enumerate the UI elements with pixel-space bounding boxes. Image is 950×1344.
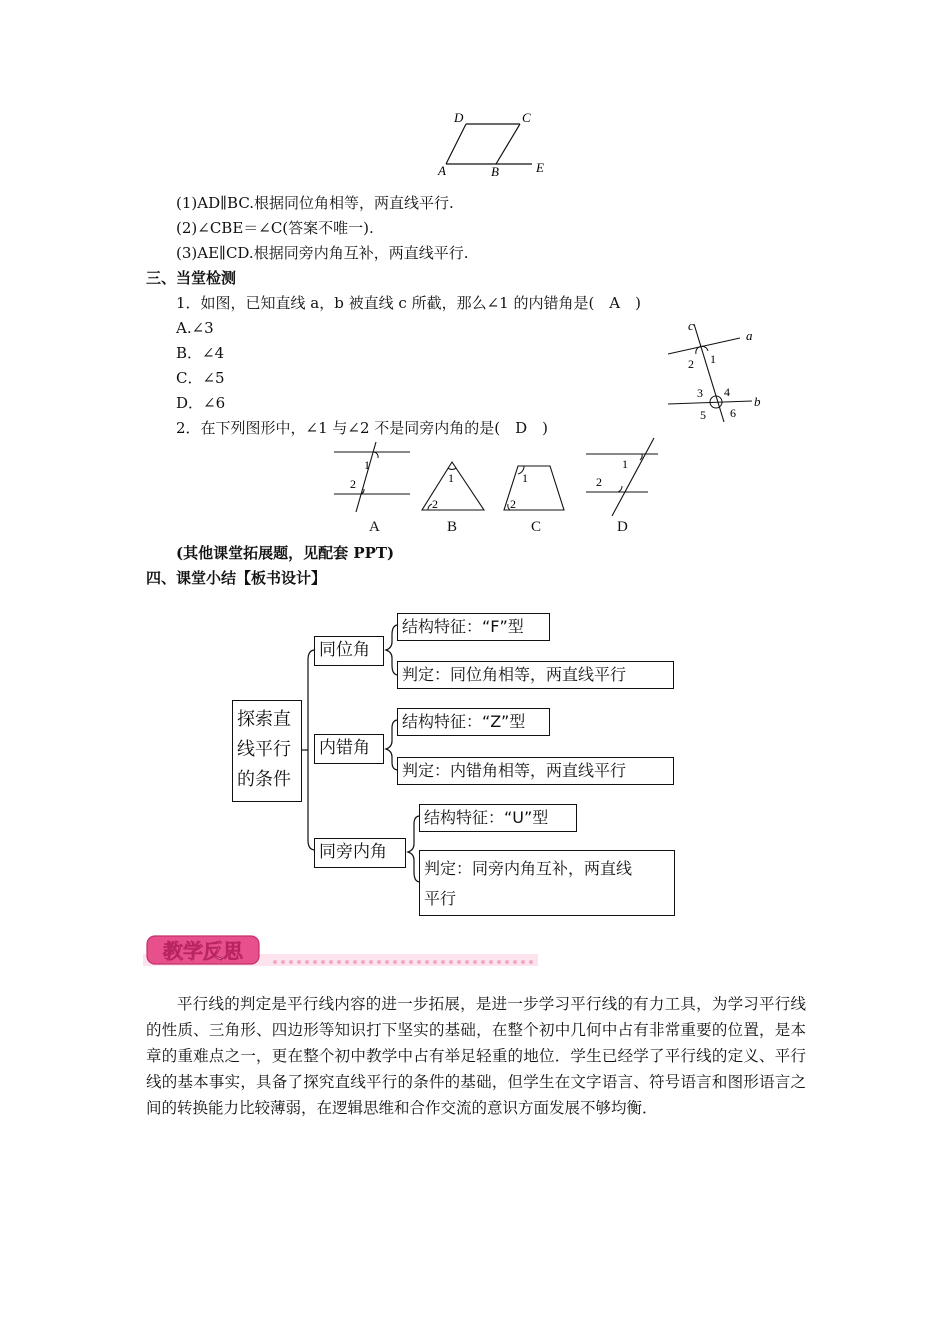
q2b-angle-2: 2 <box>432 497 438 511</box>
answer-2: (2)∠CBE＝∠C(答案不唯一). <box>176 219 374 237</box>
mindmap-root <box>232 700 302 802</box>
q1-figure <box>660 318 770 428</box>
q1-angle-1: 1 <box>710 352 716 366</box>
reflection-title: 教学反思 <box>163 939 243 963</box>
section-3-title: 三、当堂检测 <box>146 269 237 287</box>
q1-label-a: a <box>746 328 753 343</box>
mindmap-branch-3-rule <box>419 850 675 916</box>
label-c: C <box>522 110 531 125</box>
section-4-title: 四、课堂小结【板书设计】 <box>146 569 327 587</box>
label-d: D <box>454 110 464 125</box>
mindmap-branch-2: 内错角 <box>314 734 384 764</box>
q1-angle-4: 4 <box>724 385 730 399</box>
q2d-angle-1: 1 <box>622 457 628 471</box>
q2-figure-a <box>330 440 420 520</box>
reflection-banner <box>143 934 538 968</box>
q2-figure-d <box>582 436 662 520</box>
q1-angle-2: 2 <box>688 357 694 371</box>
q2-stem: 2．在下列图形中，∠1 与∠2 不是同旁内角的是( D ) <box>176 419 549 437</box>
mindmap-branch-3-rule-line-1: 判定：同旁内角互补，两直线 <box>424 859 633 878</box>
q2d-angle-2: 2 <box>596 475 602 489</box>
mindmap-branch-1-feature: 结构特征：“F”型 <box>397 613 550 641</box>
mindmap-branch-1-rule: 判定：同位角相等，两直线平行 <box>397 661 674 689</box>
label-a: A <box>438 163 446 178</box>
reflection-paragraph: 平行线的判定是平行线内容的进一步拓展，是进一步学习平行线的有力工具，为学习平行线的性质、三角形、四边形等知识打下坚实的基础，在整个初中几何中占有非常重要的位置，是本章的重难点之一，更在整个初中教学中占有举足轻重的地位．学生已经学了平行线的定义、平行线的基本事实，具备了探究直线平行的条件的基础，但学生在文字语言、符号语言和图形语言之间的转换能力比较薄弱，在逻辑思维和合作交流的意识方面发展不够均衡． <box>146 995 806 1117</box>
mindmap-branch-2-feature: 结构特征：“Z”型 <box>397 708 550 736</box>
mindmap-branch-3-rule-line-2: 平行 <box>424 889 457 908</box>
q2a-angle-1: 1 <box>364 458 370 472</box>
q1-label-c: c <box>688 318 694 333</box>
label-e: E <box>536 160 544 175</box>
q2-figure-c <box>500 460 570 518</box>
q1-stem: 1．如图，已知直线 a，b 被直线 c 所截，那么∠1 的内错角是( A ) <box>176 294 641 312</box>
q2-caption-b: B <box>447 519 458 535</box>
q2a-angle-2: 2 <box>350 477 356 491</box>
q1-angle-3: 3 <box>697 386 703 400</box>
q2-caption-d: D <box>617 519 628 535</box>
mindmap-branch-1: 同位角 <box>314 636 384 666</box>
mindmap-root-line-2: 线平行 <box>237 739 291 760</box>
mindmap-branch-3-feature: 结构特征：“U”型 <box>419 804 577 832</box>
q2b-angle-1: 1 <box>448 471 454 485</box>
q1-option-d: D．∠6 <box>176 394 226 412</box>
q2-figure-b <box>418 456 488 516</box>
mindmap-branch-3: 同旁内角 <box>314 838 406 868</box>
parallelogram-figure <box>430 108 560 178</box>
answer-1: (1)AD∥BC.根据同位角相等，两直线平行. <box>176 194 454 212</box>
q2-caption-a: A <box>369 519 380 535</box>
extension-note: (其他课堂拓展题，见配套 PPT) <box>176 544 395 562</box>
mindmap-branch-2-rule: 判定：内错角相等，两直线平行 <box>397 757 674 785</box>
q2c-angle-2: 2 <box>510 497 516 511</box>
q1-option-b: B．∠4 <box>176 344 225 362</box>
q1-option-c: C．∠5 <box>176 369 225 387</box>
q1-angle-5: 5 <box>700 408 706 422</box>
q1-angle-6: 6 <box>730 406 736 420</box>
q1-label-b: b <box>754 394 761 409</box>
q1-option-a: A.∠3 <box>176 319 214 337</box>
q2c-angle-1: 1 <box>522 471 528 485</box>
mindmap-root-line-3: 的条件 <box>237 769 291 790</box>
label-b: B <box>491 164 499 178</box>
q2-caption-c: C <box>531 519 542 535</box>
mindmap-root-line-1: 探索直 <box>237 709 291 730</box>
answer-3: (3)AE∥CD.根据同旁内角互补，两直线平行. <box>176 244 469 262</box>
